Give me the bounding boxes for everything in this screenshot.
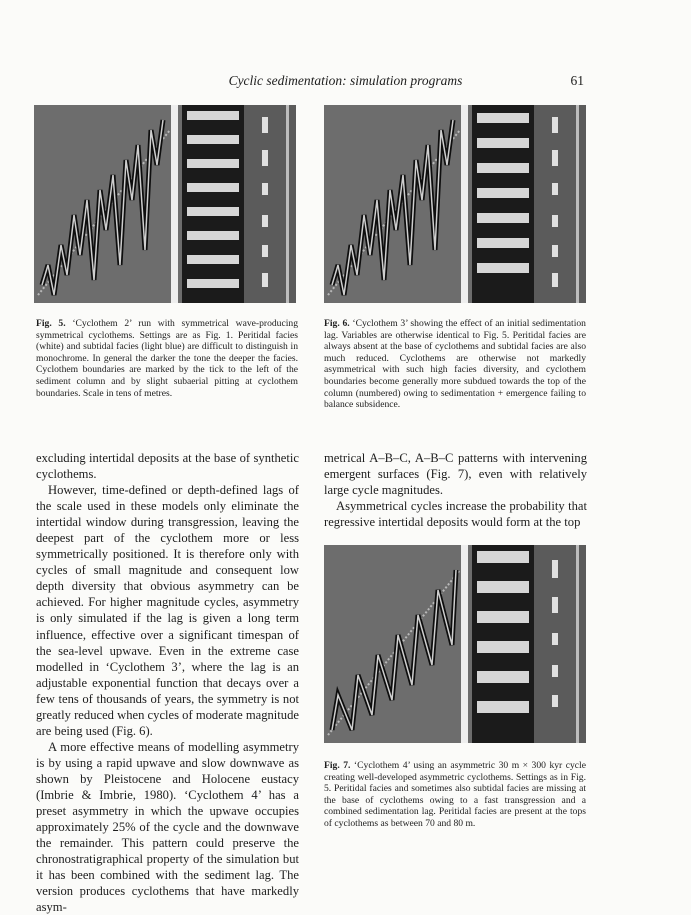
figure-7-caption-text: ‘Cyclothem 4’ using an asymmetric 30 m × 300 kyr cycle creating well-developed asymmetric cyclothems. Settings as in Fig. 5. Peritidal facies and sometimes also subtidal facies are missing at the base of cyclothems owing to a fast transgression and a combined sedimentation lag. Peritidal facies are present at the tops of cyclothems as between 70 and 80 m. xyxy=(324,760,586,829)
figure-6-label: Fig. 6. xyxy=(324,318,350,329)
figure-7-image xyxy=(324,545,586,743)
running-title: Cyclic sedimentation: simulation programs xyxy=(228,73,463,88)
figure-6-image xyxy=(324,105,586,303)
figure-7-label: Fig. 7. xyxy=(324,760,351,771)
figure-6-caption-text: ‘Cyclothem 3’ showing the effect of an initial sedimentation lag. Variables are otherwise identical to Fig. 5. Peritidal facies are always absent at the base of cyclothems and subtidal facies are also much reduced. Cyclothems are otherwise not markedly asymmetrical with such high facies diversity, and cyclothem boundaries become generally more subdued towards the top of the column (numbered) owing to sedimentation + emergence failing to balance subsidence. xyxy=(324,318,586,411)
body-right-column xyxy=(324,450,587,530)
figure-6-caption xyxy=(324,318,586,411)
paragraph: excluding intertidal deposits at the base of synthetic cyclothems. xyxy=(36,451,299,482)
figure-5-image xyxy=(34,105,296,303)
figure-5-caption xyxy=(36,318,298,399)
body-left-column xyxy=(36,450,299,915)
page-number: 61 xyxy=(570,73,584,88)
paragraph: A more effective means of modelling asymmetry is by using a rapid upwave and slow downwave as shown by Pleistocene and Holocene eustacy (Imbrie & Imbrie, 1980). ‘Cyclothem 4’ has a preset asymmetry in which the upwave occupies approximately 25% of the cycle and the downwave the remainder. This pattern could preserve the chronostratigraphical property of the simulation but it has been combined with the sediment lag. The version produces cyclothems that have markedly asym- xyxy=(36,739,299,915)
paragraph: Asymmetrical cycles increase the probability that regressive intertidal deposits would form at the top xyxy=(324,499,587,530)
figure-7-caption xyxy=(324,760,586,830)
paragraph: However, time-defined or depth-defined lags of the scale used in these models only eliminate the intertidal window during transgression, leaving the deepest part of the cyclothem more or less symmetrically positioned. It is therefore only with cycles of small magnitude and consequent low depth diversity that obvious asymmetry can be achieved. For higher magnitude cycles, asymmetry is only simulated if the lag is given a long term influence, effective over a significant timespan of the sea-level upwave. Even in the extreme case modelled in ‘Cyclothem 3’, where the lag is an adjustable exponential function that decays over a few tens of thousands of years, the symmetry is not greatly reduced when cycles of moderate magnitude are being used (Fig. 6). xyxy=(36,483,299,738)
paragraph: metrical A–B–C, A–B–C patterns with intervening emergent surfaces (Fig. 7), even with relatively large cycle magnitudes. xyxy=(324,451,587,498)
figure-5-label: Fig. 5. xyxy=(36,318,66,329)
figure-5-caption-text: ‘Cyclothem 2’ run with symmetrical wave-producing symmetrical cyclothems. Settings are as Fig. 1. Peritidal facies (white) and subtidal facies (light blue) are difficult to distinguish in monochrome. In general the darker the tone the deeper the facies. Cyclothem boundaries are marked by the tick to the left of the sediment column and by slight subaerial pitting at cyclothem boundaries. Scale in tens of metres. xyxy=(36,318,298,399)
